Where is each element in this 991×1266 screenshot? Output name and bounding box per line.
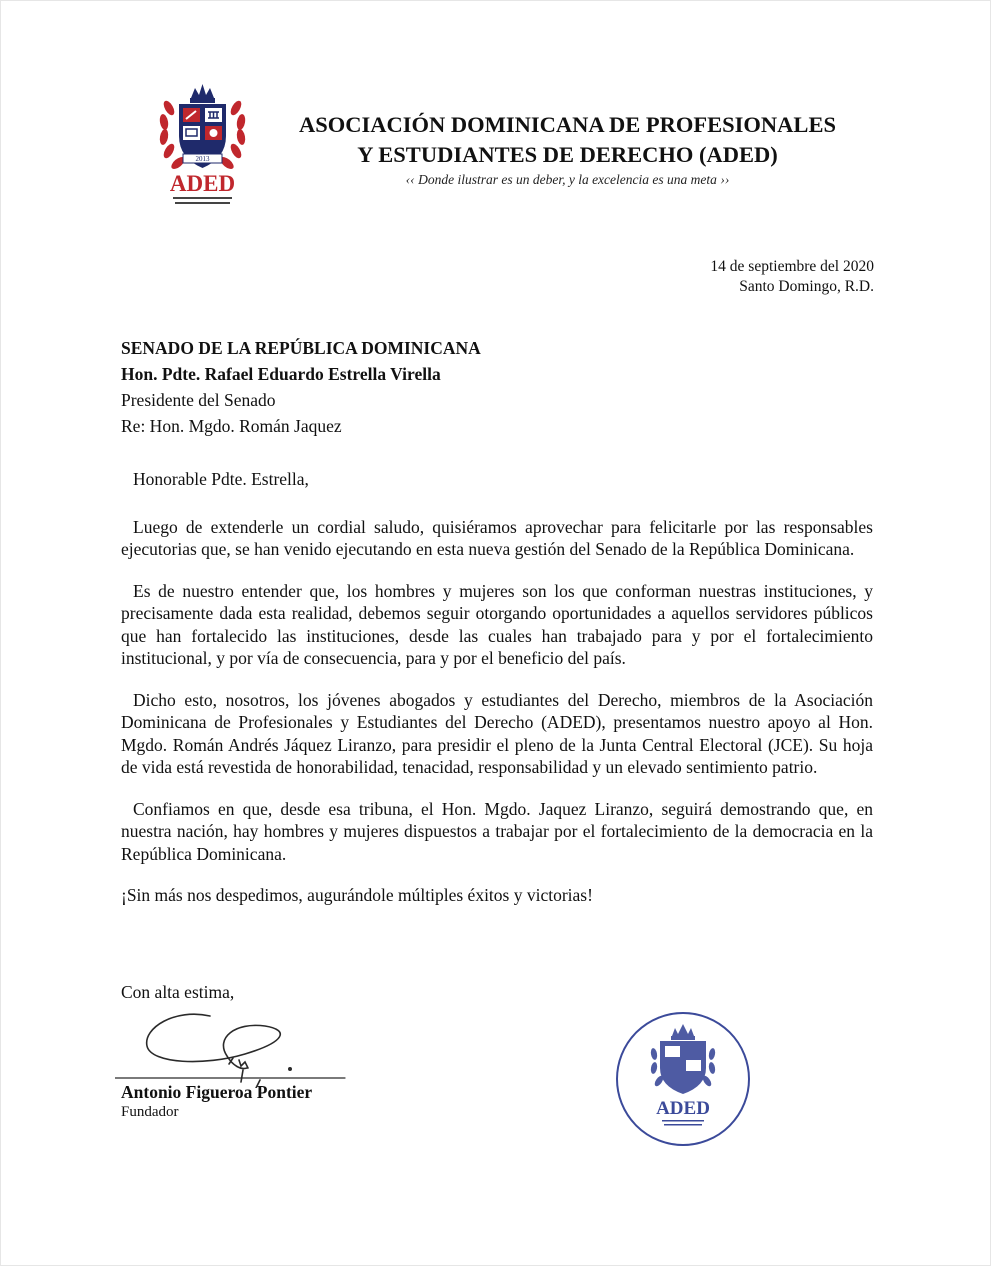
- body-paragraph: Dicho esto, nosotros, los jóvenes abogados y estudiantes del Derecho, miembros de la Asociación Dominicana de Profesionales y Estudiantes del Derecho (ADED), presentamos nuestro apoyo al Hon. Mgdo. Román Andrés Jáquez Liranzo, para presidir el pleno de la Junta Central Electoral (JCE). Su hoja de vida está revestida de honorabilidad, tenacidad, responsabilidad y un elevado sentimiento patrio.: [121, 689, 873, 777]
- addressee-institution: SENADO DE LA REPÚBLICA DOMINICANA: [121, 338, 481, 358]
- motto: ‹‹ Donde ilustrar es un deber, y la excelencia es una meta ››: [405, 172, 730, 187]
- aded-logo-icon: [155, 78, 250, 213]
- date-block: [710, 257, 874, 297]
- body-paragraph: Es de nuestro entender que, los hombres y mujeres son los que conforman nuestras instituciones, y precisamente dada esta realidad, debemos seguir otorgando oportunidades a aquellos servidores públicos que han fortalecido las instituciones, desde las cuales han trabajado para y por el fortalecimiento institucional, y por vía de consecuencia, para y por el beneficio del país.: [121, 580, 873, 668]
- body-paragraph: Luego de extenderle un cordial saludo, quisiéramos aprovechar para felicitarle por las responsables ejecutorias que, se han venido ejecutando en esta nueva gestión del Senado de la República Dominicana.: [121, 516, 873, 559]
- addressee-name: Hon. Pdte. Rafael Eduardo Estrella Virella: [121, 364, 441, 384]
- signer-role: Fundador: [121, 1104, 179, 1120]
- letter-date: 14 de septiembre del 2020: [710, 258, 874, 275]
- handwritten-signature: [115, 1008, 355, 1088]
- signer-name: Antonio Figueroa Pontier: [121, 1082, 313, 1102]
- farewell: ¡Sin más nos despedimos, augurándole múltiples éxitos y victorias!: [121, 885, 593, 905]
- organization-title: [290, 110, 845, 170]
- addressee-title: Presidente del Senado: [121, 390, 276, 410]
- addressee-block: [121, 335, 881, 439]
- org-title-line2: Y ESTUDIANTES DE DERECHO (ADED): [357, 142, 778, 167]
- letter-body: [121, 468, 873, 926]
- aded-stamp-icon: [614, 1010, 752, 1148]
- body-paragraph: Confiamos en que, desde esa tribuna, el Hon. Mgdo. Jaquez Liranzo, seguirá demostrando que, en nuestra nación, hay hombres y mujeres dispuestos a trabajar por el fortalecimiento de la democracia en la República Dominicana.: [121, 798, 873, 864]
- closing-text: Con alta estima,: [121, 982, 235, 1002]
- addressee-re: Re: Hon. Mgdo. Román Jaquez: [121, 416, 342, 436]
- salutation: Honorable Pdte. Estrella,: [133, 469, 309, 489]
- org-title-line1: ASOCIACIÓN DOMINICANA DE PROFESIONALES: [299, 112, 836, 137]
- letter-place: Santo Domingo, R.D.: [739, 278, 874, 295]
- logo-year: 2013: [195, 155, 210, 163]
- logo-text: ADED: [169, 171, 236, 196]
- stamp-text: ADED: [656, 1098, 710, 1119]
